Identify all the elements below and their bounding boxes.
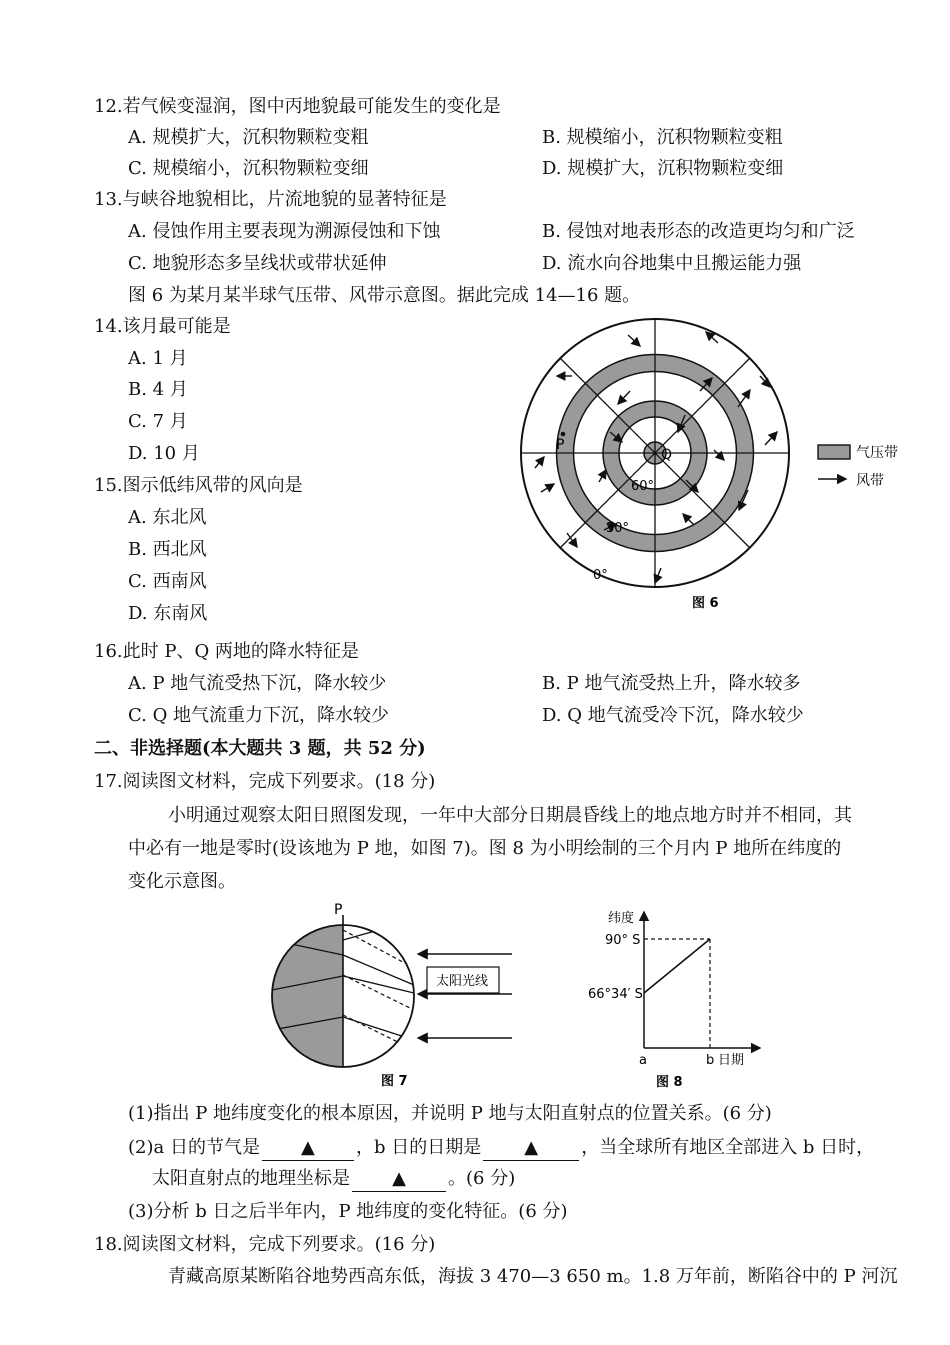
q14-option-c: C. 7 月 — [128, 411, 188, 432]
q15-option-a: A. 东北风 — [128, 507, 207, 528]
q17-sub-1: (1)指出 P 地纬度变化的根本原因，并说明 P 地与太阳直射点的位置关系。(6 分) — [128, 1103, 772, 1124]
q12-option-b: B. 规模缩小，沉积物颗粒变粗 — [542, 127, 783, 148]
q14-stem: 14.该月最可能是 — [94, 316, 231, 337]
q13-option-a: A. 侵蚀作用主要表现为溯源侵蚀和下蚀 — [128, 221, 441, 242]
q16-stem: 16.此时 P、Q 两地的降水特征是 — [94, 641, 359, 662]
figure-8-latitude-chart — [580, 900, 770, 1095]
q14-option-d: D. 10 月 — [128, 443, 200, 464]
q16-option-c: C. Q 地气流重力下沉，降水较少 — [128, 705, 390, 726]
q13-option-d: D. 流水向谷地集中且搬运能力强 — [542, 253, 802, 274]
q12-stem: 12.若气候变湿润，图中丙地貌最可能发生的变化是 — [94, 96, 501, 117]
q17-sub-2-text-b: ，b 日的日期是 — [355, 1137, 482, 1158]
q15-option-c: C. 西南风 — [128, 571, 207, 592]
night-hemisphere — [272, 925, 343, 1067]
fig8-tick-b: b — [706, 1053, 715, 1068]
q17-para-1: 小明通过观察太阳日照图发现，一年中大部分日期晨昏线上的地点地方时并不相同，其 — [168, 805, 852, 826]
fig7-label-p: P — [334, 902, 343, 918]
fig8-tick-a: a — [639, 1053, 647, 1068]
sun-rays-label: 太阳光线 — [436, 974, 489, 989]
fig6-intro: 图 6 为某月某半球气压带、风带示意图。据此完成 14—16 题。 — [128, 285, 641, 306]
q17-sub-2-line2 — [152, 1167, 515, 1192]
q18-stem: 18.阅读图文材料，完成下列要求。(16 分) — [94, 1234, 436, 1255]
q17-sub-2-text-d: 太阳直射点的地理坐标是 — [152, 1168, 350, 1189]
q17-para-2: 中必有一地是零时(设该地为 P 地，如图 7)。图 8 为小明绘制的三个月内 P 地所在纬度的 — [128, 838, 842, 859]
q13-option-b: B. 侵蚀对地表形态的改造更均匀和广泛 — [542, 221, 855, 242]
q13-option-c: C. 地貌形态多呈线状或带状延伸 — [128, 253, 387, 274]
q18-para-1: 青藏高原某断陷谷地势西高东低，海拔 3 470—3 650 m。1.8 万年前，断陷谷中的 P 河沉 — [168, 1266, 898, 1287]
fig8-ylabel: 纬度 — [608, 911, 635, 926]
q17-sub-2-line1 — [128, 1136, 874, 1161]
q17-sub-3: (3)分析 b 日之后半年内，P 地纬度的变化特征。(6 分) — [128, 1201, 568, 1222]
q16-option-d: D. Q 地气流受冷下沉，降水较少 — [542, 705, 804, 726]
q12-option-c: C. 规模缩小，沉积物颗粒变细 — [128, 158, 369, 179]
legend-pressure-label: 气压带 — [856, 445, 898, 461]
q16-option-a: A. P 地气流受热下沉，降水较少 — [128, 673, 387, 694]
q12-option-d: D. 规模扩大，沉积物颗粒变细 — [542, 158, 784, 179]
fig6-label-p: P — [556, 437, 565, 453]
q17-sub-2-text-a: (2)a 日的节气是 — [128, 1137, 260, 1158]
figure-7-sunlight-diagram — [265, 898, 535, 1098]
q14-option-a: A. 1 月 — [128, 348, 188, 369]
fig6-lat-0: 0° — [593, 568, 608, 583]
fig6-label-q: Q — [661, 447, 673, 463]
fig8-caption: 图 8 — [656, 1075, 683, 1090]
legend-pressure-swatch — [818, 445, 850, 459]
fig6-caption: 图 6 — [692, 596, 719, 611]
latitude-line — [644, 939, 710, 993]
fig8-tick-6634s: 66°34′ S — [588, 987, 643, 1002]
fig6-lat-30: 30° — [606, 521, 630, 536]
fig6-lat-60: 60° — [631, 479, 655, 494]
legend-wind-label: 风带 — [856, 473, 884, 489]
q15-option-d: D. 东南风 — [128, 603, 208, 624]
fig7-caption: 图 7 — [381, 1074, 408, 1089]
q17-sub-2-text-e: 。(6 分) — [448, 1168, 516, 1189]
q13-stem: 13.与峡谷地貌相比，片流地貌的显著特征是 — [94, 189, 447, 210]
q12-option-a: A. 规模扩大，沉积物颗粒变粗 — [128, 127, 369, 148]
q17-para-3: 变化示意图。 — [128, 871, 236, 892]
answer-blank-date[interactable]: ▲ — [483, 1136, 579, 1161]
fig8-xlabel: 日期 — [718, 1053, 745, 1068]
q14-option-b: B. 4 月 — [128, 379, 188, 400]
q15-stem: 15.图示低纬风带的风向是 — [94, 475, 303, 496]
q17-stem: 17.阅读图文材料，完成下列要求。(18 分) — [94, 771, 436, 792]
q16-option-b: B. P 地气流受热上升，降水较多 — [542, 673, 801, 694]
answer-blank-coordinates[interactable]: ▲ — [352, 1167, 446, 1192]
q15-option-b: B. 西北风 — [128, 539, 207, 560]
answer-blank-solar-term[interactable]: ▲ — [262, 1136, 354, 1161]
section-2-heading: 二、非选择题(本大题共 3 题，共 52 分) — [94, 738, 426, 759]
fig8-tick-90s: 90° S — [605, 933, 641, 948]
figure-6-pressure-wind-diagram — [515, 318, 915, 618]
q17-sub-2-text-c: ，当全球所有地区全部进入 b 日时， — [581, 1137, 875, 1158]
